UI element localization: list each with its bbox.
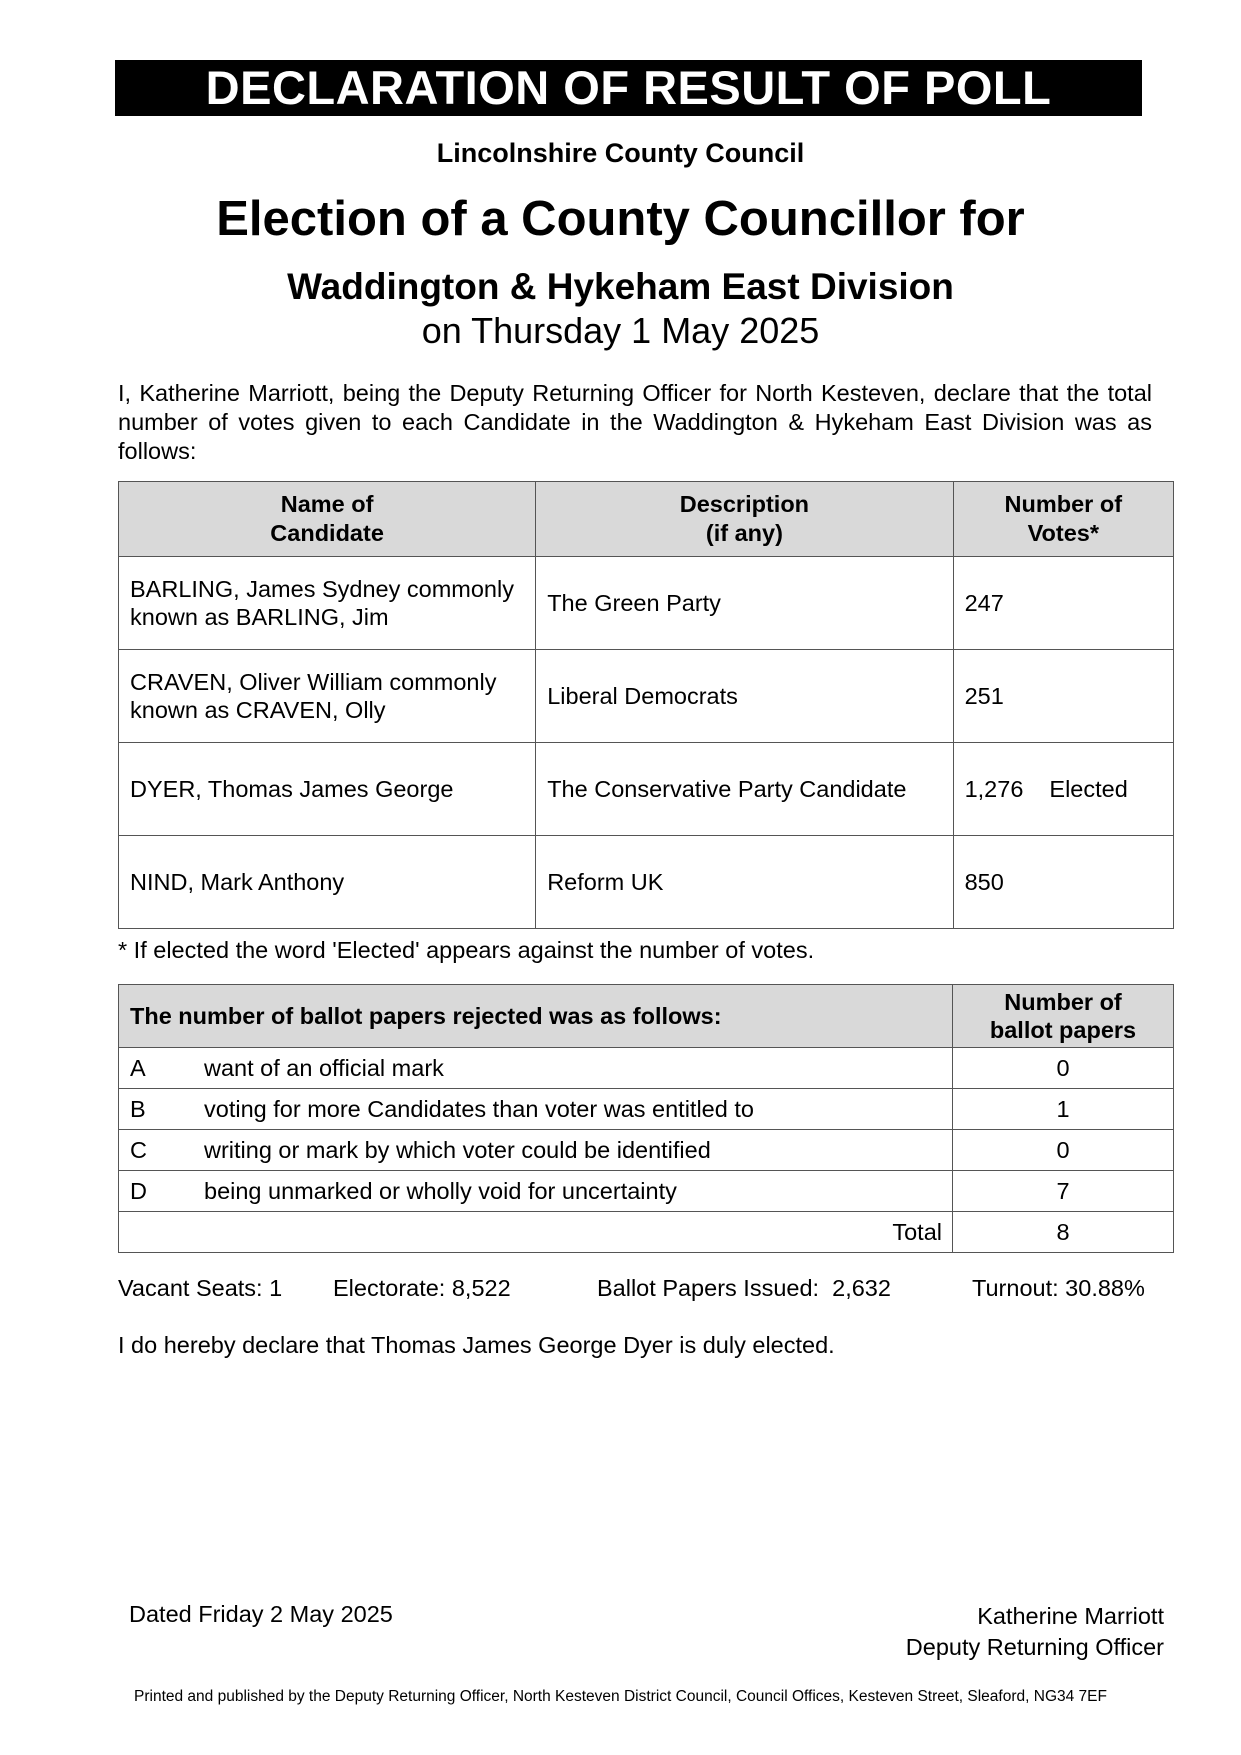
table-row [119,1048,1174,1089]
rejection-reason: voting for more Candidates than voter was entitled to [204,1095,754,1122]
rejection-count: 0 [953,1130,1174,1171]
candidate-description: The Conservative Party Candidate [536,743,953,836]
candidate-description: The Green Party [536,557,953,650]
table-row [119,1089,1174,1130]
header-name-line2: Candidate [270,520,384,546]
header-votes-line2: Votes* [1027,520,1099,546]
header-description [536,482,953,557]
poll-date: on Thursday 1 May 2025 [421,310,820,351]
rejected-header-count [953,985,1174,1048]
candidate-votes [953,650,1173,743]
turnout: Turnout: 30.88% [972,1275,1145,1301]
vacant-seats: Vacant Seats: 1 [118,1275,283,1301]
table-row [119,650,1174,743]
rejection-reason-cell [119,1048,953,1089]
electorate: Electorate: 8,522 [333,1275,511,1301]
total-label: Total [119,1212,953,1253]
officer-signature-block [906,1601,1164,1663]
rejection-count: 7 [953,1171,1174,1212]
total-row [119,1212,1174,1253]
candidate-description: Liberal Democrats [536,650,953,743]
rejection-code: D [130,1177,147,1204]
table-row [119,1171,1174,1212]
rejected-header-count-line2: ballot papers [989,1017,1137,1043]
ballot-papers-issued: Ballot Papers Issued: 2,632 [597,1275,891,1301]
rejection-count: 0 [953,1048,1174,1089]
rejection-reason: being unmarked or wholly void for uncertainty [204,1177,677,1204]
rejection-reason-cell [119,1089,953,1130]
rejection-code: A [130,1054,146,1081]
candidate-name: BARLING, James Sydney commonly known as BARLING, Jim [119,557,536,650]
declaration-banner: DECLARATION OF RESULT OF POLL [115,60,1142,116]
rejection-reason: want of an official mark [204,1054,444,1081]
table-row [119,557,1174,650]
header-description-line2: (if any) [705,520,783,546]
candidate-votes [953,743,1173,836]
elected-label: Elected [1049,776,1128,802]
rejection-reason: writing or mark by which voter could be identified [204,1136,711,1163]
candidate-name: DYER, Thomas James George [119,743,536,836]
declaration-text: I, Katherine Marriott, being the Deputy Returning Officer for North Kesteven, declare that the total number of votes given to each Candidate in the Waddington & Hykeham East Division was as follows: [118,380,1152,464]
vote-count: 850 [964,869,1004,895]
results-header-row [119,482,1174,557]
division-name: Waddington & Hykeham East Division [287,266,954,307]
candidate-description: Reform UK [536,836,953,929]
table-row [119,743,1174,836]
table-row [119,836,1174,929]
total-count: 8 [953,1212,1174,1253]
header-votes-line1: Number of [1004,491,1123,517]
rejected-ballots-table [118,984,1174,1253]
footnote: * If elected the word 'Elected' appears against the number of votes. [118,937,815,963]
council-name: Lincolnshire County Council [436,138,805,168]
final-declaration: I do hereby declare that Thomas James George Dyer is duly elected. [118,1332,835,1358]
rejected-header-label: The number of ballot papers rejected was as follows: [119,985,953,1048]
vote-count: 247 [964,590,1004,616]
vote-count: 1,276 [964,776,1024,802]
header-votes [953,482,1173,557]
candidate-name: NIND, Mark Anthony [119,836,536,929]
dated-line: Dated Friday 2 May 2025 [129,1601,393,1627]
rejection-code: B [130,1095,146,1122]
candidate-votes [953,836,1173,929]
table-row [119,1130,1174,1171]
rejected-header-row [119,985,1174,1048]
header-name-line1: Name of [280,491,374,517]
header-description-line1: Description [679,491,810,517]
rejection-code: C [130,1136,147,1163]
rejection-reason-cell [119,1171,953,1212]
vote-count: 251 [964,683,1004,709]
header-name [119,482,536,557]
candidate-name: CRAVEN, Oliver William commonly known as CRAVEN, Olly [119,650,536,743]
officer-title: Deputy Returning Officer [905,1634,1164,1660]
candidate-votes [953,557,1173,650]
results-table [118,481,1174,929]
rejection-reason-cell [119,1130,953,1171]
officer-name: Katherine Marriott [977,1603,1164,1629]
election-title: Election of a County Councillor for [216,192,1025,246]
rejected-header-count-line1: Number of [1004,989,1122,1015]
rejection-count: 1 [953,1089,1174,1130]
printed-by: Printed and published by the Deputy Returning Officer, North Kesteven District Council, Council Offices, Kesteven Street, Sleaford, NG34 7EF [134,1688,1107,1705]
